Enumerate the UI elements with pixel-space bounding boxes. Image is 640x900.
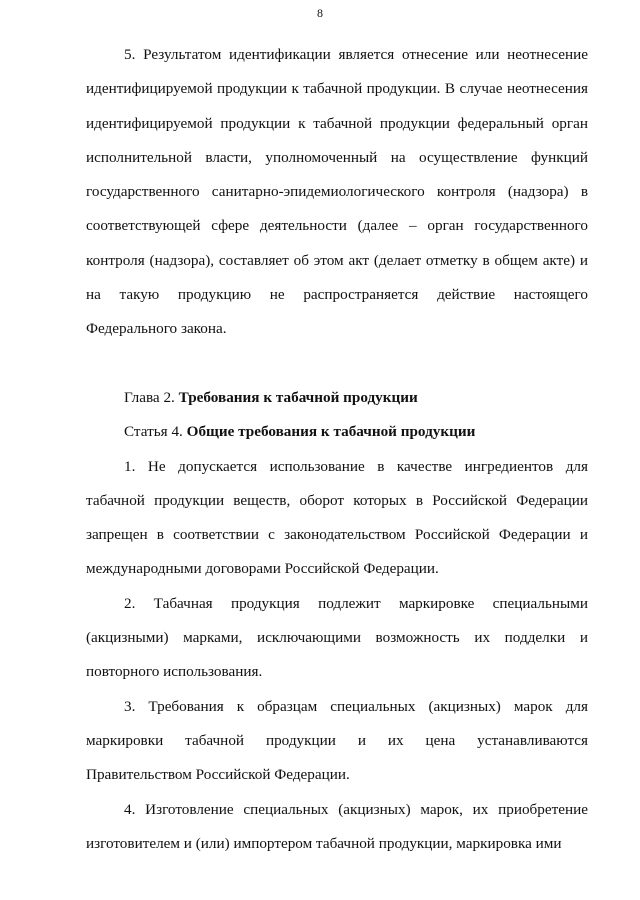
article-4-paragraph-4: 4. Изготовление специальных (акцизных) марок, их приобретение изготовителем и (или) импортером табачной продукции, маркировка ими xyxy=(86,800,588,852)
article-4-paragraph-2: 2. Табачная продукция подлежит маркировке специальными (акцизными) марками, исключающими возможность их подделки и повторного использования. xyxy=(86,594,588,681)
chapter-title: Требования к табачной продукции xyxy=(178,388,418,406)
page-number: 8 xyxy=(317,6,323,20)
article-prefix: Статья 4. xyxy=(124,423,183,441)
paragraph-item-5: 5. Результатом идентификации является отнесение или неотнесение идентифицируемой продукции к табачной продукции. В случае неотнесения идентифицируемой продукции к табачной продукции федеральный орган исполнительной власти, уполномоченный на осуществление функций государственного санитарно-эпидемиологического контроля (надзора) в соответствующей сфере деятельности (далее – орган государственного контроля (надзора), составляет об этом акт (делает отметку в общем акте) и на такую продукцию не распространяется действие настоящего Федерального закона. xyxy=(86,46,588,338)
chapter-prefix: Глава 2. xyxy=(124,388,175,406)
article-heading xyxy=(86,415,588,449)
article-4-paragraph-3: 3. Требования к образцам специальных (акцизных) марок для маркировки табачной продукции и их цена устанавливаются Правительством Российской Федерации. xyxy=(86,697,588,784)
document-body xyxy=(86,38,588,861)
chapter-heading xyxy=(86,381,588,415)
article-4-paragraph-1: 1. Не допускается использование в качестве ингредиентов для табачной продукции веществ, оборот которых в Российской Федерации запрещен в соответствии с законодательством Российской Федерации и международными договорами Российской Федерации. xyxy=(86,457,588,578)
article-title: Общие требования к табачной продукции xyxy=(186,423,476,441)
